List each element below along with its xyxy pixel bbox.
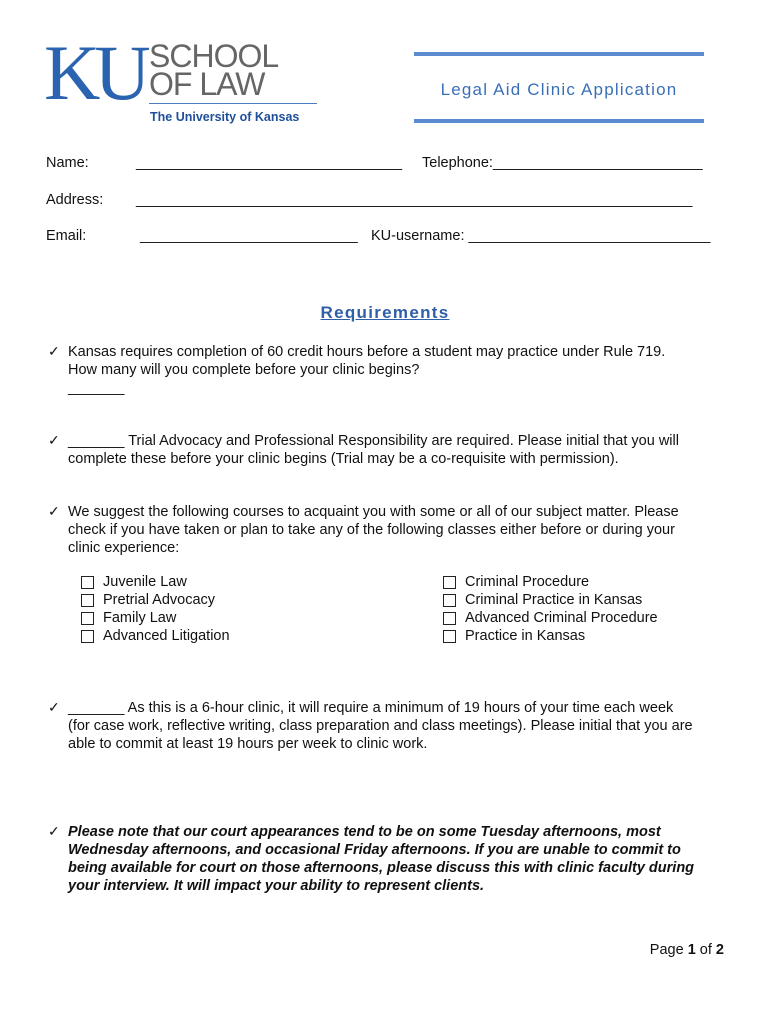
school-of-law-logo-text bbox=[149, 38, 279, 102]
check-icon: ✓ bbox=[48, 432, 60, 448]
text-line: (for case work, reflective writing, class preparation and class meetings). Please initial that you are bbox=[68, 718, 693, 734]
court-appearance-note bbox=[68, 823, 694, 895]
text-line: Please note that our court appearances tend to be on some Tuesday afternoons, most bbox=[68, 824, 661, 840]
course-option[interactable] bbox=[81, 627, 230, 645]
check-icon: ✓ bbox=[48, 343, 60, 359]
text-line: _______ As this is a 6-hour clinic, it will require a minimum of 19 hours of your time each week bbox=[68, 700, 674, 716]
requirement-time-commitment bbox=[68, 699, 693, 753]
name-label: Name: bbox=[46, 155, 89, 171]
text-line: Kansas requires completion of 60 credit hours before a student may practice under Rule 719. bbox=[68, 344, 666, 360]
checkbox[interactable] bbox=[443, 594, 456, 607]
text-line: your interview. It will impact your ability to represent clients. bbox=[68, 878, 485, 894]
email-label: Email: bbox=[46, 228, 87, 244]
requirement-credit-hours bbox=[68, 343, 665, 397]
requirement-suggested-courses bbox=[68, 503, 679, 557]
checkbox[interactable] bbox=[81, 594, 94, 607]
title-rule-bottom bbox=[414, 119, 704, 123]
name-field[interactable]: _________________________________ bbox=[136, 155, 403, 171]
logo-line-of-law: OF LAW bbox=[149, 66, 265, 102]
course-option[interactable] bbox=[81, 591, 230, 609]
page-title: Legal Aid Clinic Application bbox=[440, 80, 678, 99]
text-line: able to commit at least 19 hours per week to clinic work. bbox=[68, 736, 428, 752]
text-line: We suggest the following courses to acquaint you with some or all of our subject matter. Please bbox=[68, 504, 679, 520]
page-number bbox=[650, 942, 724, 958]
requirement-trial-advocacy bbox=[68, 432, 679, 468]
course-option[interactable] bbox=[81, 609, 230, 627]
text-line: How many will you complete before your clinic begins? bbox=[68, 362, 420, 378]
credit-hours-blank[interactable]: _______ bbox=[68, 380, 125, 396]
text-line: check if you have taken or plan to take any of the following classes either before or during your bbox=[68, 522, 675, 538]
checkbox[interactable] bbox=[443, 576, 456, 589]
address-field[interactable]: _____________________________________________________________________ bbox=[136, 192, 693, 208]
text-line: Wednesday afternoons, and occasional Friday afternoons. If you are unable to commit to bbox=[68, 842, 681, 858]
ku-logo-mark: KU bbox=[44, 29, 145, 116]
checkbox[interactable] bbox=[443, 612, 456, 625]
course-label: Criminal Practice in Kansas bbox=[465, 592, 643, 608]
checkbox[interactable] bbox=[443, 630, 456, 643]
courses-left-column bbox=[81, 573, 230, 645]
checkbox[interactable] bbox=[81, 630, 94, 643]
check-icon: ✓ bbox=[48, 823, 60, 839]
text-line: _______ Trial Advocacy and Professional Responsibility are required. Please initial that you will bbox=[68, 433, 679, 449]
page-current: 1 bbox=[687, 942, 696, 958]
course-label: Advanced Litigation bbox=[103, 628, 230, 644]
page-word: Page bbox=[649, 942, 684, 958]
course-option[interactable] bbox=[443, 591, 658, 609]
logo-divider bbox=[149, 103, 317, 104]
courses-right-column bbox=[443, 573, 658, 645]
course-label: Juvenile Law bbox=[103, 574, 187, 590]
course-label: Criminal Procedure bbox=[465, 574, 590, 590]
of-word: of bbox=[699, 942, 712, 958]
course-label: Pretrial Advocacy bbox=[103, 592, 216, 608]
course-label: Advanced Criminal Procedure bbox=[465, 610, 658, 626]
course-option[interactable] bbox=[443, 627, 658, 645]
text-line: clinic experience: bbox=[68, 540, 180, 556]
checkbox[interactable] bbox=[81, 612, 94, 625]
logo-line-school: SCHOOL bbox=[149, 38, 279, 74]
check-icon: ✓ bbox=[48, 699, 60, 715]
checkbox[interactable] bbox=[81, 576, 94, 589]
text-line: complete these before your clinic begins (Trial may be a co-requisite with permission). bbox=[68, 451, 619, 467]
address-label: Address: bbox=[46, 192, 104, 208]
page-total: 2 bbox=[715, 942, 724, 958]
ku-username-field[interactable]: KU-username: ______________________________ bbox=[371, 228, 711, 244]
title-rule-top bbox=[414, 52, 704, 56]
email-field[interactable]: ___________________________ bbox=[140, 228, 358, 244]
course-option[interactable] bbox=[81, 573, 230, 591]
university-name: The University of Kansas bbox=[150, 110, 300, 124]
requirements-heading: Requirements bbox=[320, 303, 450, 322]
check-icon: ✓ bbox=[48, 503, 60, 519]
course-label: Family Law bbox=[103, 610, 177, 626]
course-label: Practice in Kansas bbox=[465, 628, 586, 644]
course-option[interactable] bbox=[443, 573, 658, 591]
course-option[interactable] bbox=[443, 609, 658, 627]
telephone-field[interactable]: Telephone:__________________________ bbox=[422, 155, 703, 171]
text-line: being available for court on those afternoons, please discuss this with clinic faculty during bbox=[68, 860, 695, 876]
